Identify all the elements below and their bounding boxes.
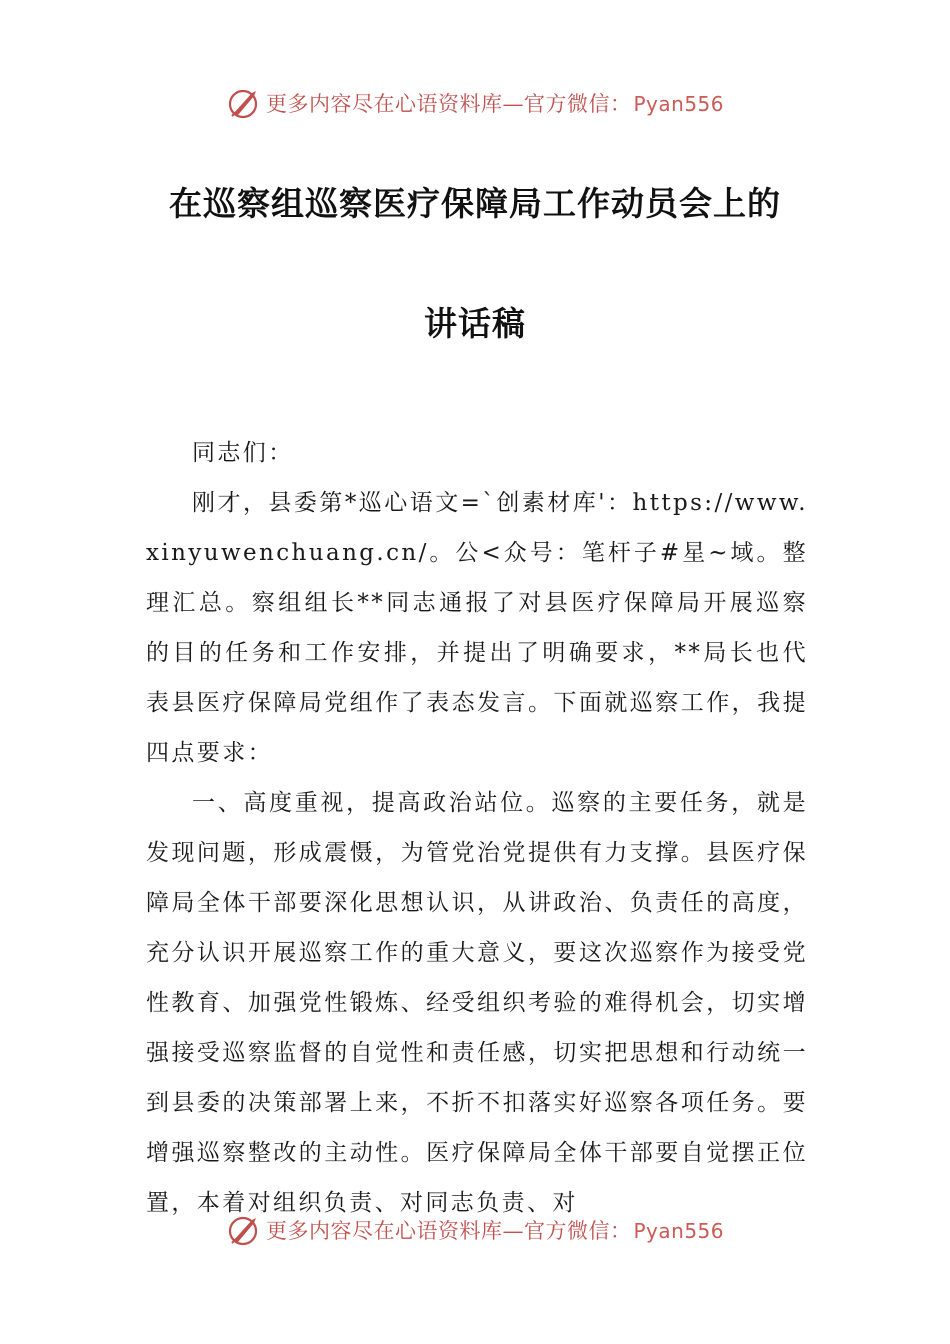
document-title-line-1: 在巡察组巡察医疗保障局工作动员会上的	[169, 184, 781, 223]
watermark-handle: Pyan556	[633, 1219, 724, 1243]
watermark-banner-top	[0, 83, 950, 123]
paragraph-1: 刚才，县委第*巡心语文=`创素材库'：https://www.xinyuwenchuang.cn/。公<众号：笔杆子#星~域。整理汇总。察组组长**同志通报了对县医疗保障局开展巡察的目的任务和工作安排，并提出了明确要求，**局长也代表县医疗保障局党组作了表态发言。下面就巡察工作，我提四点要求：	[146, 490, 808, 766]
watermark-handle: Pyan556	[633, 92, 724, 116]
document-body	[146, 428, 808, 1228]
watermark-text: 更多内容尽在心语资料库—官方微信： Pyan556	[265, 1219, 724, 1243]
watermark-text: 更多内容尽在心语资料库—官方微信： Pyan556	[265, 92, 724, 116]
document-title-line-2: 讲话稿	[424, 304, 526, 343]
quill-logo-icon	[226, 1212, 262, 1248]
paragraph-2: 一、高度重视，提高政治站位。巡察的主要任务，就是发现问题，形成震慑，为管党治党提供有力支撑。县医疗保障局全体干部要深化思想认识，从讲政治、负责任的高度，充分认识开展巡察工作的重大意义，要这次巡察作为接受党性教育、加强党性锻炼、经受组织考验的难得机会，切实增强接受巡察监督的自觉性和责任感，切实把思想和行动统一到县委的决策部署上来，不折不扣落实好巡察各项任务。要增强巡察整改的主动性。医疗保障局全体干部要自觉摆正位置，本着对组织负责、对同志负责、对	[146, 790, 808, 1216]
watermark-banner-bottom	[0, 1210, 950, 1250]
salutation: 同志们：	[192, 440, 294, 466]
quill-logo-icon	[226, 85, 262, 121]
